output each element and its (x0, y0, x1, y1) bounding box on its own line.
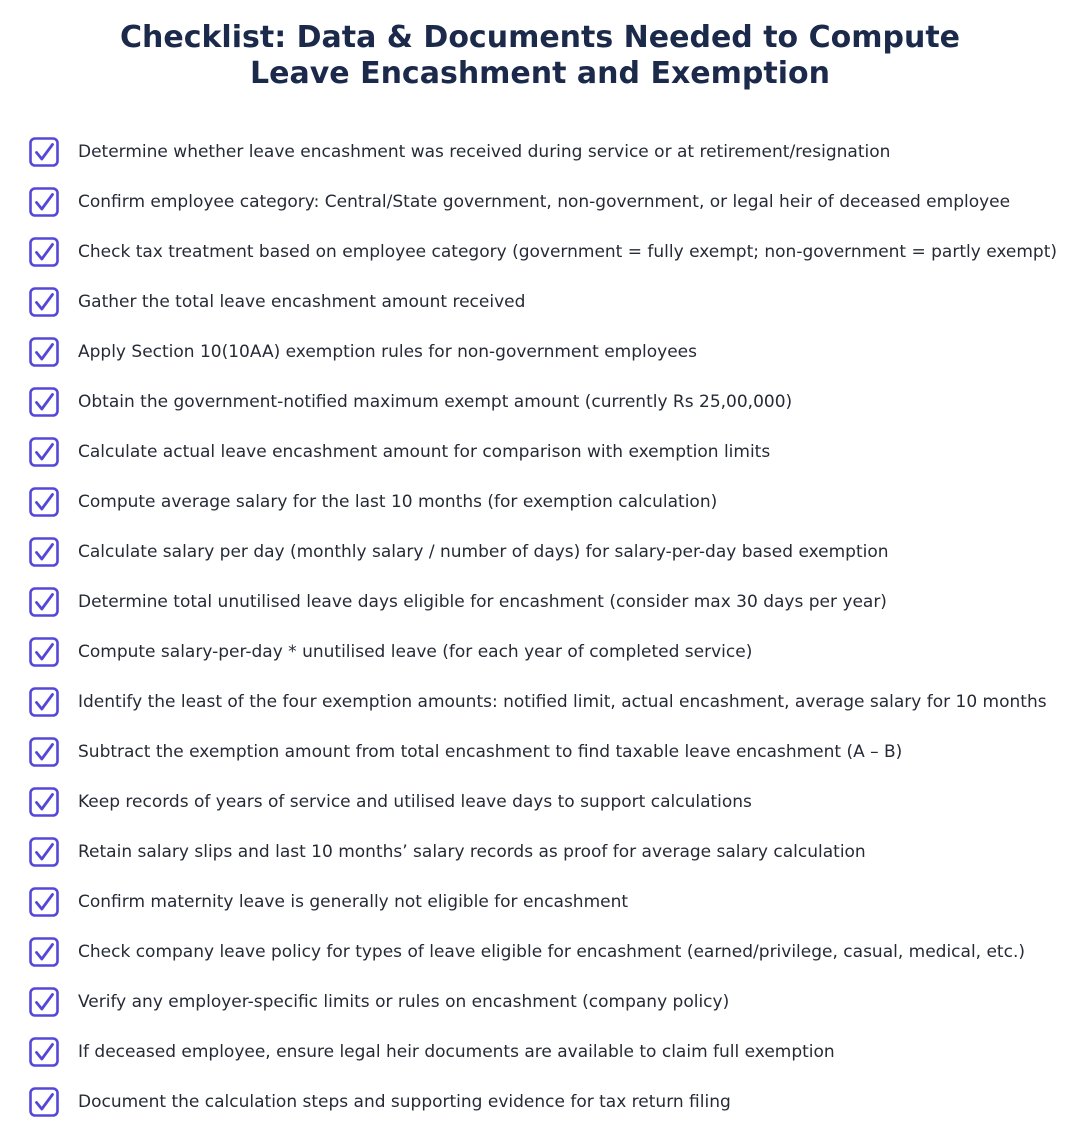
checklist-item-label: Determine total unutilised leave days eligible for encashment (consider max 30 days per year) (78, 592, 887, 612)
checkbox-checked-icon[interactable] (29, 537, 59, 567)
checkbox-checked-icon[interactable] (29, 587, 59, 617)
checkbox-checked-icon[interactable] (29, 1037, 59, 1067)
checklist-item-label: Check tax treatment based on employee category (government = fully exempt; non-government = partly exempt) (78, 242, 1058, 262)
checklist-item-label: Identify the least of the four exemption amounts: notified limit, actual encashment, average salary for 10 months (78, 692, 1047, 712)
checkbox-checked-icon[interactable] (29, 887, 59, 917)
checkbox-checked-icon[interactable] (29, 137, 59, 167)
checklist-item-label: Calculate actual leave encashment amount for comparison with exemption limits (78, 442, 771, 462)
checkbox-checked-icon[interactable] (29, 437, 59, 467)
checklist-item-label: Gather the total leave encashment amount received (78, 292, 526, 312)
checklist-item (0, 577, 1080, 627)
checklist-item (0, 827, 1080, 877)
checklist-item (0, 377, 1080, 427)
checkbox-checked-icon[interactable] (29, 1087, 59, 1117)
checklist-item (0, 427, 1080, 477)
checklist (0, 127, 1080, 1127)
checklist-item (0, 177, 1080, 227)
checklist-item-label: Subtract the exemption amount from total encashment to find taxable leave encashment (A – B) (78, 742, 903, 762)
checklist-item-label: Compute salary-per-day * unutilised leave (for each year of completed service) (78, 642, 753, 662)
checkbox-checked-icon[interactable] (29, 737, 59, 767)
checklist-item (0, 627, 1080, 677)
checkbox-checked-icon[interactable] (29, 287, 59, 317)
checklist-item (0, 127, 1080, 177)
checklist-item (0, 227, 1080, 277)
checklist-item (0, 477, 1080, 527)
checklist-item-label: If deceased employee, ensure legal heir documents are available to claim full exemption (78, 1042, 835, 1062)
checklist-item-label: Confirm maternity leave is generally not eligible for encashment (78, 892, 629, 912)
page-title (0, 20, 1080, 92)
checklist-item-label: Confirm employee category: Central/State government, non-government, or legal heir of deceased employee (78, 192, 1011, 212)
checkbox-checked-icon[interactable] (29, 987, 59, 1017)
checkbox-checked-icon[interactable] (29, 387, 59, 417)
page-title-line-2: Leave Encashment and Exemption (250, 56, 830, 91)
checklist-item (0, 527, 1080, 577)
checkbox-checked-icon[interactable] (29, 637, 59, 667)
checkbox-checked-icon[interactable] (29, 237, 59, 267)
checklist-item-label: Retain salary slips and last 10 months’ salary records as proof for average salary calculation (78, 842, 866, 862)
checklist-item-label: Apply Section 10(10AA) exemption rules for non-government employees (78, 342, 697, 362)
checklist-item (0, 877, 1080, 927)
checklist-item-label: Calculate salary per day (monthly salary / number of days) for salary-per-day based exemption (78, 542, 889, 562)
checklist-item (0, 977, 1080, 1027)
page-title-line-1: Checklist: Data & Documents Needed to Compute (119, 20, 961, 55)
checklist-item (0, 777, 1080, 827)
checklist-item-label: Document the calculation steps and supporting evidence for tax return filing (78, 1092, 731, 1112)
checklist-item (0, 327, 1080, 377)
checkbox-checked-icon[interactable] (29, 187, 59, 217)
checklist-item-label: Obtain the government-notified maximum exempt amount (currently Rs 25,00,000) (78, 392, 793, 412)
checklist-item (0, 277, 1080, 327)
checklist-item (0, 1077, 1080, 1127)
checkbox-checked-icon[interactable] (29, 837, 59, 867)
checklist-item-label: Check company leave policy for types of leave eligible for encashment (earned/privilege, casual, medical, etc.) (78, 942, 1025, 962)
checklist-item (0, 927, 1080, 977)
checkbox-checked-icon[interactable] (29, 487, 59, 517)
checklist-item-label: Keep records of years of service and utilised leave days to support calculations (78, 792, 752, 812)
checklist-item-label: Compute average salary for the last 10 months (for exemption calculation) (78, 492, 718, 512)
checklist-item (0, 1027, 1080, 1077)
checkbox-checked-icon[interactable] (29, 787, 59, 817)
checkbox-checked-icon[interactable] (29, 687, 59, 717)
checklist-item-label: Verify any employer-specific limits or rules on encashment (company policy) (78, 992, 730, 1012)
checkbox-checked-icon[interactable] (29, 337, 59, 367)
checklist-item-label: Determine whether leave encashment was received during service or at retirement/resignation (78, 142, 891, 162)
checklist-item (0, 727, 1080, 777)
checkbox-checked-icon[interactable] (29, 937, 59, 967)
checklist-item (0, 677, 1080, 727)
